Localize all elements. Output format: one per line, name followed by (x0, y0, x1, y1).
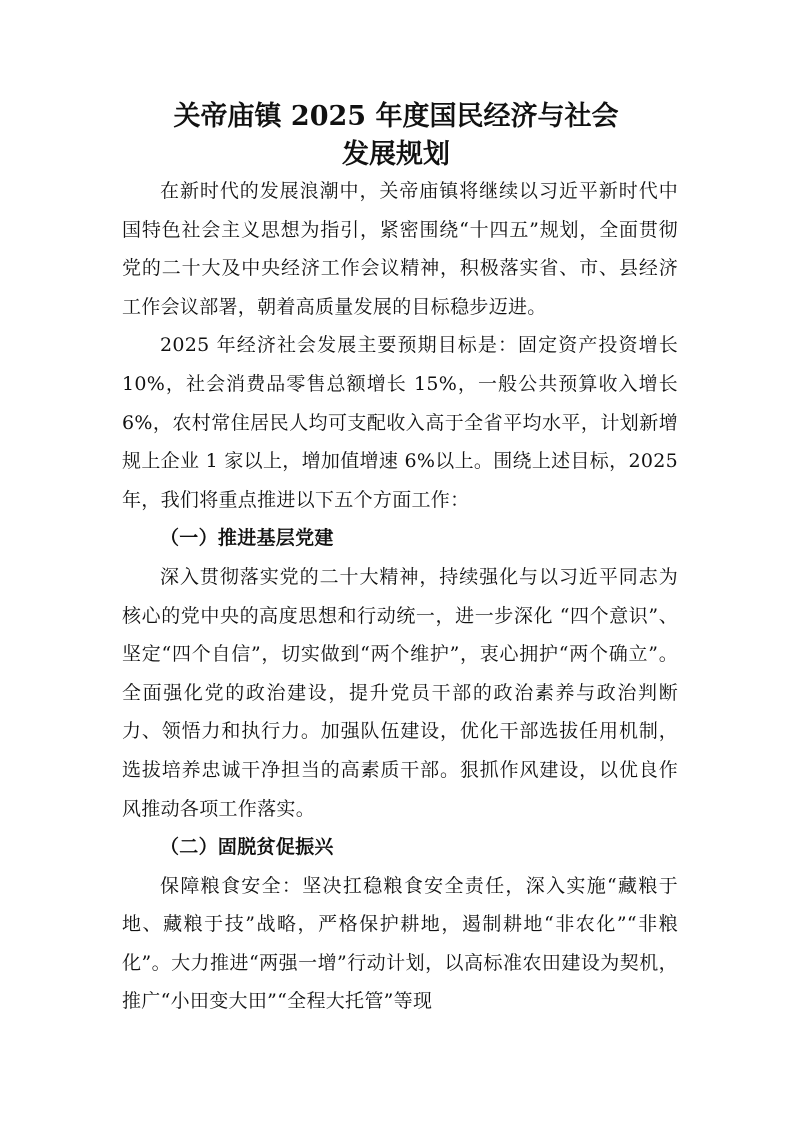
targets-paragraph: 2025 年经济社会发展主要预期目标是：固定资产投资增长 10%，社会消费品零售总额增长 15%，一般公共预算收入增长 6%，农村常住居民人均可支配收入高于全省平均水平，计划新增规上企业 1 家以上，增加值增速 6%以上。围绕上述目标，2025 年，我们将重点推进以下五个方面工作： (122, 334, 678, 511)
section-heading-party-building: （一）推进基层党建 (160, 527, 334, 550)
intro-paragraph: 在新时代的发展浪潮中，关帝庙镇将继续以习近平新时代中国特色社会主义思想为指引，紧密围绕“十四五”规划，全面贯彻党的二十大及中央经济工作会议精神，积极落实省、市、县经济工作会议部署，朝着高质量发展的目标稳步迈进。 (122, 180, 678, 318)
party-building-paragraph: 深入贯彻落实党的二十大精神，持续强化与以习近平同志为核心的党中央的高度思想和行动统一，进一步深化 “四个意识”、坚定“四个自信”，切实做到“两个维护”，衷心拥护“两个确立”。全面强化党的政治建设，提升党员干部的政治素养与政治判断力、领悟力和执行力。加强队伍建设，优化干部选拔任用机制，选拔培养忠诚干净担当的高素质干部。狠抓作风建设，以优良作风推动各项工作落实。 (122, 565, 678, 820)
document-title-line-2: 发展规划 (342, 139, 450, 170)
document-body (122, 172, 678, 1021)
food-security-paragraph: 保障粮食安全：坚决扛稳粮食安全责任，深入实施“藏粮于地、藏粮于技”战略，严格保护耕地，遏制耕地“非农化”“非粮化”。大力推进“两强一增”行动计划，以高标准农田建设为契机，推广“小田变大田”“全程大托管”等现 (122, 874, 678, 1013)
document-title-line-1: 关帝庙镇 2025 年度国民经济与社会 (173, 101, 619, 132)
section-heading-poverty-revitalization: （二）固脱贫促振兴 (160, 836, 334, 859)
